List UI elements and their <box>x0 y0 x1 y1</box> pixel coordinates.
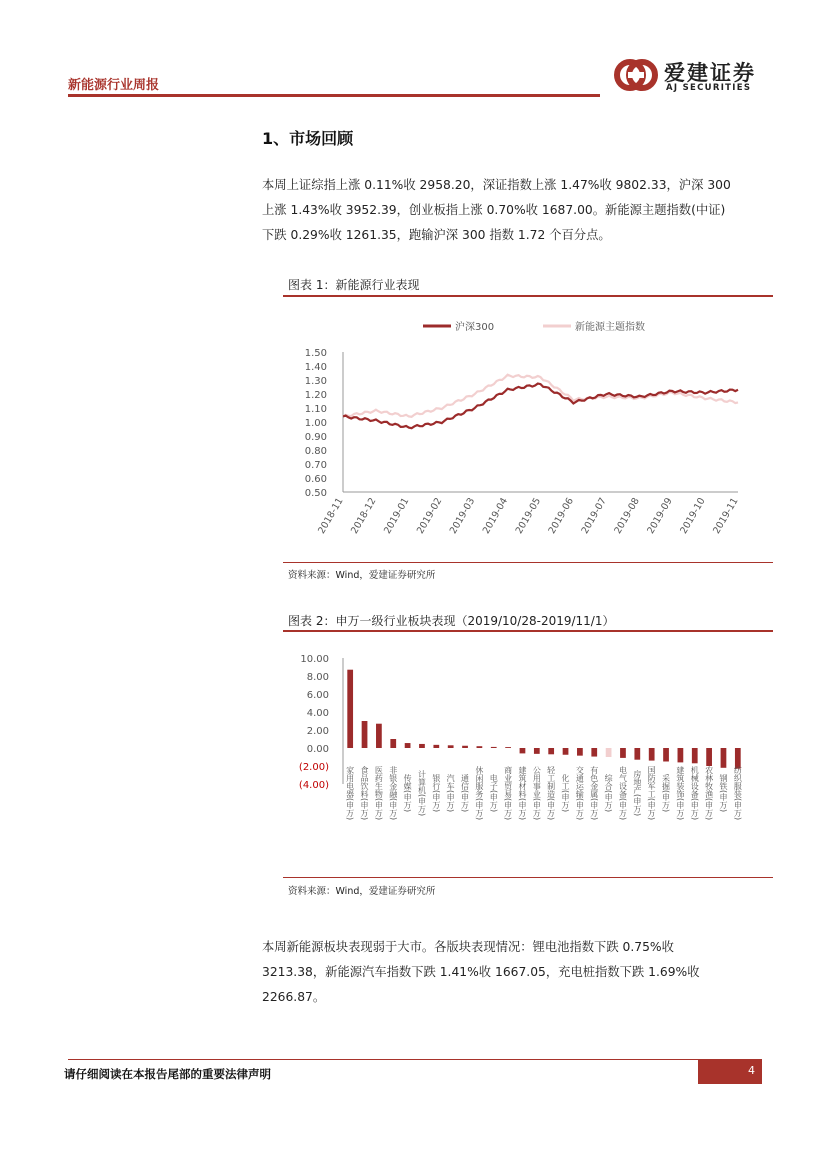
x-tick-label: 2018-11 <box>316 496 346 536</box>
series-line <box>343 384 738 429</box>
figure2-bottom-rule <box>283 877 773 878</box>
x-tick-label: 建筑装饰(申万) <box>675 765 685 821</box>
header-rule <box>68 94 600 97</box>
x-tick-label: 2019-05 <box>513 496 544 536</box>
bar <box>591 748 597 757</box>
x-tick-label: 交通运输(申万) <box>575 765 585 821</box>
company-logo <box>612 55 772 97</box>
y-tick-label: 0.80 <box>304 446 327 457</box>
x-tick-label: 家用电器(申万) <box>345 765 355 821</box>
bar <box>448 745 454 748</box>
section-title: 1、市场回顾 <box>262 129 354 148</box>
logo-cn-text: 爱建证券 <box>664 61 756 85</box>
x-tick-label: 有色金属(申万) <box>589 765 599 821</box>
y-tick-label: (2.00) <box>298 762 329 773</box>
x-tick-label: 房地产(申万) <box>632 769 642 817</box>
x-tick-label: 钢铁(申万) <box>718 773 728 813</box>
x-tick-label: 农林牧渔(申万) <box>704 765 714 821</box>
bar <box>505 747 511 748</box>
paragraph-sector-performance <box>262 935 772 1010</box>
figure1-title: 图表 1：新能源行业表现 <box>288 278 420 292</box>
bar <box>692 748 698 763</box>
bar <box>433 745 439 748</box>
figure1-source: 资料来源：Wind，爱建证券研究所 <box>288 570 436 581</box>
x-tick-label: 2019-03 <box>447 496 478 536</box>
x-tick-label: 医药生物(申万) <box>374 765 384 821</box>
x-tick-label: 采掘(申万) <box>661 773 671 813</box>
y-tick-label: 1.40 <box>304 362 327 373</box>
bar <box>634 748 640 760</box>
x-tick-label: 2019-08 <box>612 496 642 536</box>
bar <box>620 748 626 758</box>
x-tick-label: 化工(申万) <box>561 773 571 813</box>
bar <box>477 746 483 748</box>
x-tick-label: 轻工制造(申万) <box>546 765 556 821</box>
x-tick-label: 商业贸易(申万) <box>503 765 513 821</box>
y-tick-label: 1.50 <box>304 348 327 359</box>
bar <box>462 746 468 748</box>
y-tick-label: 1.00 <box>304 418 327 429</box>
x-tick-label: 食品饮料(申万) <box>360 765 370 821</box>
figure2-source: 资料来源：Wind，爱建证券研究所 <box>288 886 436 897</box>
y-tick-label: 0.60 <box>304 474 327 485</box>
y-tick-label: 10.00 <box>300 654 329 665</box>
x-tick-label: 综合(申万) <box>604 773 614 813</box>
x-tick-label: 通信(申万) <box>460 773 470 813</box>
bar <box>376 724 382 748</box>
bar-chart <box>283 636 773 876</box>
page-number: 4 <box>748 1064 755 1077</box>
x-tick-label: 2019-10 <box>678 496 708 536</box>
bar <box>419 744 425 748</box>
footer-rule <box>68 1059 762 1060</box>
y-tick-label: 6.00 <box>306 690 329 701</box>
bar <box>606 748 612 757</box>
x-tick-label: 2019-02 <box>414 496 445 536</box>
figure1-top-rule <box>283 295 773 297</box>
paragraph-line: 3213.38，新能源汽车指数下跌 1.41%收 1667.05，充电桩指数下跌 1.69%收 <box>262 965 700 979</box>
x-tick-label: 非银金融(申万) <box>388 765 398 821</box>
x-tick-label: 电子(申万) <box>489 773 499 813</box>
legend-label: 新能源主题指数 <box>575 322 645 333</box>
legend-label: 沪深300 <box>455 322 495 333</box>
bar <box>577 748 583 756</box>
bar <box>347 670 353 748</box>
x-tick-label: 2019-11 <box>711 496 741 536</box>
bar <box>721 748 727 768</box>
bar <box>520 748 526 753</box>
paragraph-market-review <box>262 173 772 248</box>
bar <box>390 739 396 748</box>
x-tick-label: 国防军工(申万) <box>647 765 657 821</box>
paragraph-line: 本周上证综指上涨 0.11%收 2958.20，深证指数上涨 1.47%收 9802.33，沪深 300 <box>262 178 731 192</box>
y-tick-label: (4.00) <box>298 780 329 791</box>
bar <box>405 743 411 748</box>
x-tick-label: 2019-04 <box>480 496 511 536</box>
bar <box>706 748 712 766</box>
bar <box>534 748 540 754</box>
figure2-top-rule <box>283 630 773 632</box>
figure1-bottom-rule <box>283 562 773 563</box>
y-tick-label: 0.00 <box>306 744 329 755</box>
y-tick-label: 1.20 <box>304 390 327 401</box>
x-tick-label: 纺织服装(申万) <box>733 765 743 821</box>
logo-mark-icon <box>612 55 660 95</box>
x-tick-label: 汽车(申万) <box>446 773 456 813</box>
y-tick-label: 0.70 <box>304 460 327 471</box>
bar <box>491 747 497 748</box>
paragraph-line: 上涨 1.43%收 3952.39，创业板指上涨 0.70%收 1687.00。新能源主题指数(中证) <box>262 203 726 217</box>
figure2-title: 图表 2：申万一级行业板块表现（2019/10/28-2019/11/1） <box>288 614 615 628</box>
x-tick-label: 2019-09 <box>645 496 675 536</box>
line-chart <box>283 300 773 562</box>
x-tick-label: 休闲服务(申万) <box>474 765 484 821</box>
bar <box>563 748 569 755</box>
paragraph-line: 2266.87。 <box>262 990 326 1004</box>
x-tick-label: 2019-07 <box>579 496 609 536</box>
x-tick-label: 电气设备(申万) <box>618 765 628 821</box>
x-tick-label: 传媒(申万) <box>403 773 413 813</box>
bar <box>362 721 368 748</box>
y-tick-label: 1.10 <box>304 404 327 415</box>
x-tick-label: 银行(申万) <box>431 773 441 813</box>
bar <box>663 748 669 762</box>
logo-en-text: AJ SECURITIES <box>666 83 752 93</box>
x-tick-label: 公用事业(申万) <box>532 765 542 821</box>
y-tick-label: 4.00 <box>306 708 329 719</box>
x-tick-label: 建筑材料(申万) <box>517 765 527 821</box>
paragraph-line: 本周新能源板块表现弱于大市。各版块表现情况：锂电池指数下跌 0.75%收 <box>262 940 674 954</box>
x-tick-label: 2019-06 <box>546 496 577 536</box>
y-tick-label: 2.00 <box>306 726 329 737</box>
y-tick-label: 0.50 <box>304 488 327 499</box>
bar <box>678 748 684 762</box>
x-tick-label: 2018-12 <box>349 496 379 536</box>
legal-disclaimer: 请仔细阅读在本报告尾部的重要法律声明 <box>64 1067 271 1081</box>
x-tick-label: 2019-01 <box>382 496 412 536</box>
y-tick-label: 8.00 <box>306 672 329 683</box>
bar <box>649 748 655 761</box>
x-tick-label: 机械设备(申万) <box>690 765 700 821</box>
bar <box>548 748 554 754</box>
x-tick-label: 计算机(申万) <box>417 769 427 817</box>
paragraph-line: 下跌 0.29%收 1261.35，跑输沪深 300 指数 1.72 个百分点。 <box>262 228 611 242</box>
y-tick-label: 1.30 <box>304 376 327 387</box>
series-line <box>343 375 738 417</box>
y-tick-label: 0.90 <box>304 432 327 443</box>
report-title: 新能源行业周报 <box>68 78 160 93</box>
